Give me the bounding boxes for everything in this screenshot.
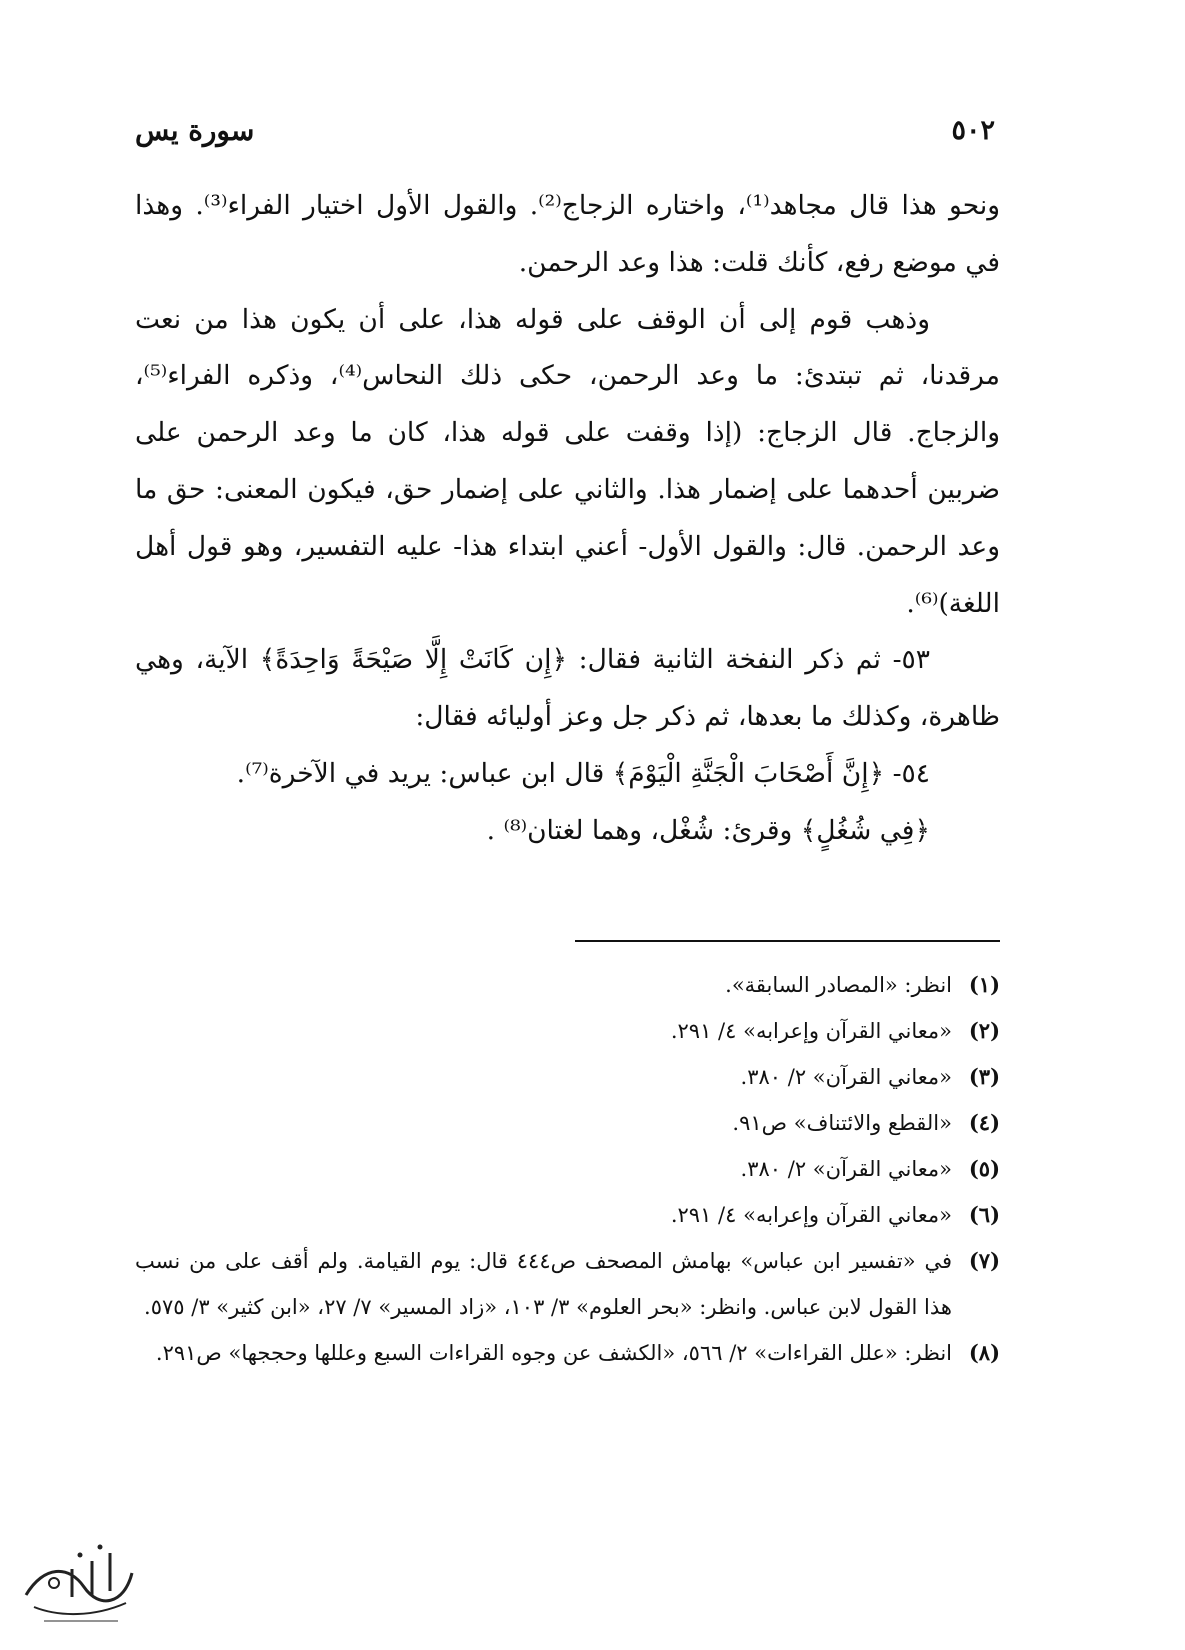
- footnotes: [135, 962, 1000, 1376]
- footnote-item: [135, 962, 1000, 1008]
- paragraph: ﴿فِي شُغُلٍ﴾ وقرئ: شُغْل، وهما لغتان⁽⁸⁾ .: [486, 814, 930, 846]
- footnote-number: (٥): [968, 1156, 1000, 1181]
- footnote-item: [135, 1100, 1000, 1146]
- surah-title: سورة يس: [135, 113, 255, 147]
- footnote-number: (٣): [968, 1064, 1000, 1089]
- main-text: [135, 178, 1000, 860]
- footnote-number: (٧): [968, 1248, 1000, 1273]
- publisher-logo: [14, 1525, 144, 1635]
- footnote-text: «معاني القرآن وإعرابه» ٤/ ٢٩١.: [670, 1019, 952, 1043]
- footnote-text: «معاني القرآن وإعرابه» ٤/ ٢٩١.: [670, 1203, 952, 1227]
- page-header: [135, 108, 995, 152]
- footnote-number: (٦): [968, 1202, 1000, 1227]
- footnote-divider: [575, 940, 1000, 942]
- page-number: ٥٠٢: [951, 114, 995, 146]
- footnote-text: «معاني القرآن» ٢/ ٣٨٠.: [740, 1065, 952, 1089]
- footnote-text: في «تفسير ابن عباس» بهامش المصحف ص٤٤٤ قال: يوم القيامة. ولم أقف على من نسب هذا القول لابن عباس. وانظر: «بحر العلوم» ٣/ ١٠٣، «زاد المسير» ٧/ ٢٧، «ابن كثير» ٣/ ٥٧٥.: [135, 1249, 952, 1319]
- footnote-item: [135, 1192, 1000, 1238]
- footnote-item: [135, 1238, 1000, 1330]
- paragraph: ٥٤- ﴿إِنَّ أَصْحَابَ الْجَنَّةِ الْيَوْمَ﴾ قال ابن عباس: يريد في الآخرة⁽⁷⁾.: [236, 757, 930, 789]
- footnote-number: (٢): [968, 1018, 1000, 1043]
- paragraph: ونحو هذا قال مجاهد⁽¹⁾، واختاره الزجاج⁽²⁾. والقول الأول اختيار الفراء⁽³⁾. وهذا في موضع رفع، كأنك قلت: هذا وعد الرحمن.: [135, 190, 1001, 278]
- footnote-item: [135, 1054, 1000, 1100]
- footnote-text: انظر: «علل القراءات» ٢/ ٥٦٦، «الكشف عن وجوه القراءات السبع وعللها وحججها» ص٢٩١.: [155, 1341, 952, 1365]
- footnote-text: انظر: «المصادر السابقة».: [725, 973, 952, 997]
- footnote-number: (٤): [968, 1110, 1000, 1135]
- footnote-number: (١): [968, 972, 1000, 997]
- paragraph: ٥٣- ثم ذكر النفخة الثانية فقال: ﴿إِن كَانَتْ إِلَّا صَيْحَةً وَاحِدَةً﴾ الآية، وهي ظاهرة، وكذلك ما بعدها، ثم ذكر جل وعز أوليائه فقال:: [135, 644, 1000, 733]
- footnote-item: [135, 1330, 1000, 1376]
- paragraph: وذهب قوم إلى أن الوقف على قوله هذا، على أن يكون هذا من نعت مرقدنا، ثم تبتدئ: ما وعد الرحمن، حكى ذلك النحاس⁽⁴⁾، وذكره الفراء⁽⁵⁾، والزجاج. قال الزجاج: (إذا وقفت على قوله هذا، كان ما وعد الرحمن على ضربين أحدهما على إضمار هذا. والثاني على إضمار حق، فيكون المعنى: حق ما وعد الرحمن. قال: والقول الأول- أعني ابتداء هذا- عليه التفسير، وهو قول أهل اللغة)⁽⁶⁾.: [135, 303, 1000, 619]
- footnote-text: «القطع والائتناف» ص٩١.: [732, 1111, 952, 1135]
- footnote-text: «معاني القرآن» ٢/ ٣٨٠.: [740, 1157, 952, 1181]
- footnote-item: [135, 1146, 1000, 1192]
- footnote-item: [135, 1008, 1000, 1054]
- footnote-number: (٨): [968, 1340, 1000, 1365]
